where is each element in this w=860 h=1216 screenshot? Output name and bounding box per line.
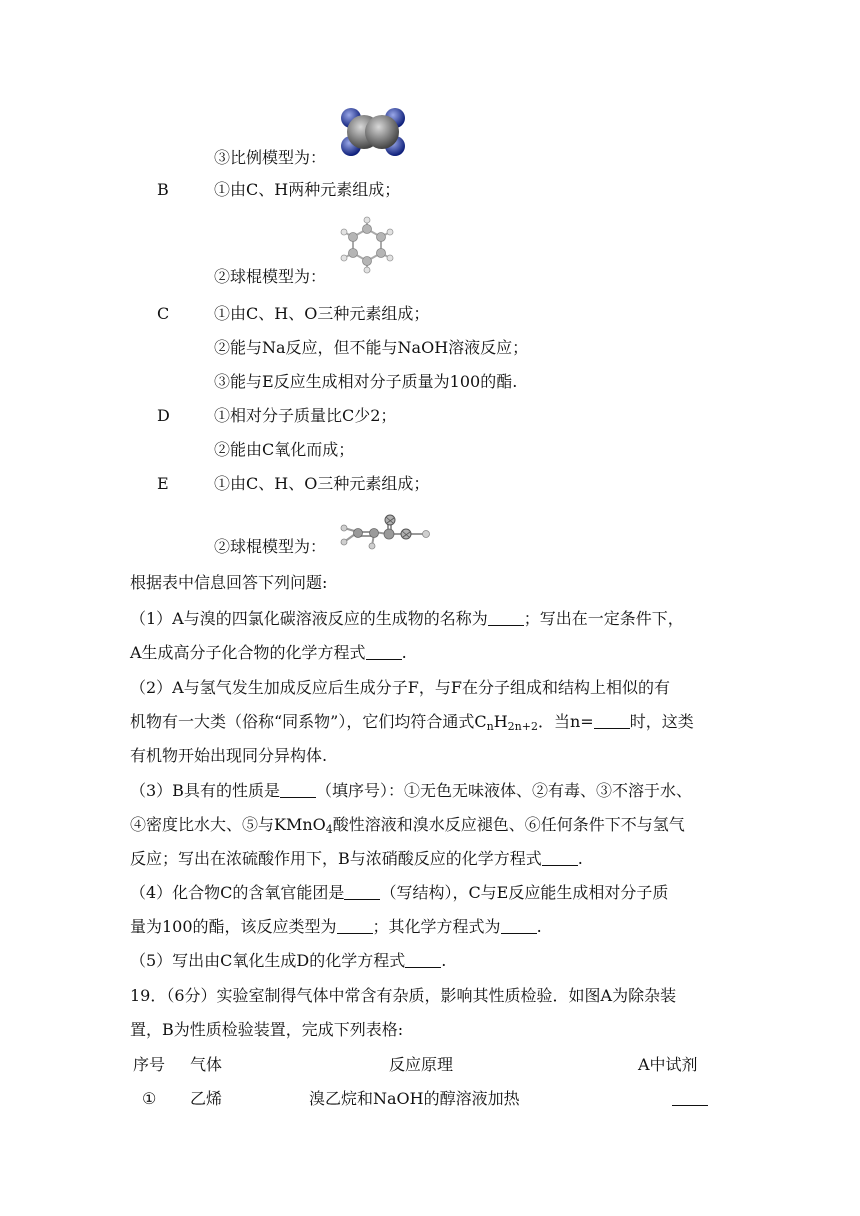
- answer-blank[interactable]: [501, 919, 537, 934]
- q2-line-1: （2）A与氢气发生加成反应后生成分子F，与F在分子组成和结构上相似的有: [130, 678, 670, 697]
- q4-text-c: 量为100的酯，该反应类型为: [130, 917, 337, 936]
- q3-sub-4: 4: [325, 823, 333, 836]
- answer-blank[interactable]: [344, 885, 380, 900]
- q5-line: [130, 951, 446, 971]
- q2-text-h: H: [493, 712, 508, 731]
- benzene-ball-stick-model-icon: [335, 215, 399, 275]
- q3-text-a: （3）B具有的性质是: [130, 781, 280, 800]
- q2-text-c: ．当n=: [537, 712, 594, 731]
- q1-text-b: ；写出在一定条件下，: [523, 609, 684, 628]
- q4-text-a: （4）化合物C的含氧官能团是: [130, 883, 345, 902]
- answer-blank[interactable]: [594, 714, 630, 729]
- row-c-item-2: ②能与Na反应，但不能与NaOH溶液反应；: [214, 338, 529, 357]
- table-header-index: 序号: [133, 1055, 166, 1074]
- row-c-item-3: ③能与E反应生成相对分子质量为100的酯.: [214, 372, 518, 391]
- row-b-item-1: ①由C、H两种元素组成；: [214, 180, 401, 199]
- q1-line-2: [130, 643, 407, 663]
- table-cell-principle: 溴乙烷和NaOH的醇溶液加热: [309, 1089, 520, 1108]
- row-c-item-1: ①由C、H、O三种元素组成；: [214, 304, 430, 323]
- row-e-item-2: ②球棍模型为：: [214, 537, 327, 556]
- q3-text-d: 酸性溶液和溴水反应褪色、⑥任何条件下不与氢气: [332, 815, 685, 834]
- q4-text-e: .: [536, 917, 542, 936]
- q5-text-a: （5）写出由C氧化生成D的化学方程式: [130, 951, 406, 970]
- q4-line-1: [130, 883, 668, 903]
- q2-text-d: 时，这类: [629, 712, 694, 731]
- row-label-e: E: [157, 474, 169, 493]
- answer-blank[interactable]: [366, 645, 402, 660]
- q2-sub-n: n: [486, 720, 494, 733]
- q3-line-1: [130, 781, 692, 801]
- answer-blank[interactable]: [405, 953, 441, 968]
- q19-line-2: 置，B为性质检验装置，完成下列表格:: [130, 1020, 404, 1039]
- table-cell-index: ①: [142, 1089, 157, 1108]
- answer-blank[interactable]: [280, 783, 316, 798]
- row-b-item-2: ②球棍模型为：: [214, 267, 327, 286]
- q3-text-c: ④密度比水大、⑤与KMnO: [130, 815, 326, 834]
- q3-text-b: （填序号）：①无色无味液体、②有毒、③不溶于水、: [315, 781, 692, 800]
- row-label-d: D: [157, 406, 170, 425]
- q3-text-f: .: [577, 849, 583, 868]
- q4-line-2: [130, 917, 542, 937]
- row-label-c: C: [157, 304, 170, 323]
- q2-line-3: 有机物开始出现同分异构体.: [130, 746, 328, 765]
- q2-sub-2n: 2n+2: [507, 720, 538, 733]
- acid-ball-stick-model-icon: [336, 512, 434, 552]
- row-d-item-2: ②能由C氧化而成；: [214, 440, 355, 459]
- row-d-item-1: ①相对分子质量比C少2；: [214, 406, 397, 425]
- q1-text-a: （1）A与溴的四氯化碳溶液反应的生成物的名称为: [130, 609, 488, 628]
- space-filling-model-icon: [337, 104, 409, 160]
- table-header-principle: 反应原理: [389, 1055, 454, 1074]
- q1-text-d: .: [401, 643, 407, 662]
- row-label-b: B: [157, 180, 169, 199]
- table-header-reagent-a: A中试剂: [638, 1055, 698, 1074]
- q4-text-d: ；其化学方程式为: [372, 917, 501, 936]
- q3-line-3: [130, 849, 583, 869]
- intro-text: 根据表中信息回答下列问题:: [130, 573, 328, 592]
- table-cell-gas: 乙烯: [190, 1089, 223, 1108]
- q2-text-a: 机物有一大类（俗称“同系物”），它们均符合通式C: [130, 712, 487, 731]
- q3-line-2: [130, 815, 685, 840]
- row-e-item-1: ①由C、H、O三种元素组成；: [214, 474, 430, 493]
- q5-text-b: .: [441, 951, 447, 970]
- table-header-gas: 气体: [190, 1055, 223, 1074]
- answer-blank[interactable]: [488, 611, 524, 626]
- q1-text-c: A生成高分子化合物的化学方程式: [130, 643, 366, 662]
- q4-text-b: （写结构），C与E反应能生成相对分子质: [380, 883, 669, 902]
- q1-line-1: [130, 609, 684, 629]
- table-cell-reagent-blank[interactable]: [672, 1089, 708, 1109]
- q19-line-1: 19．（6分）实验室制得气体中常含有杂质，影响其性质检验．如图A为除杂装: [130, 986, 677, 1005]
- q2-line-2: [130, 712, 694, 737]
- answer-blank[interactable]: [672, 1091, 708, 1106]
- row-a-item-3: ③比例模型为：: [214, 148, 327, 167]
- answer-blank[interactable]: [337, 919, 373, 934]
- answer-blank[interactable]: [542, 851, 578, 866]
- q3-text-e: 反应；写出在浓硫酸作用下，B与浓硝酸反应的化学方程式: [130, 849, 542, 868]
